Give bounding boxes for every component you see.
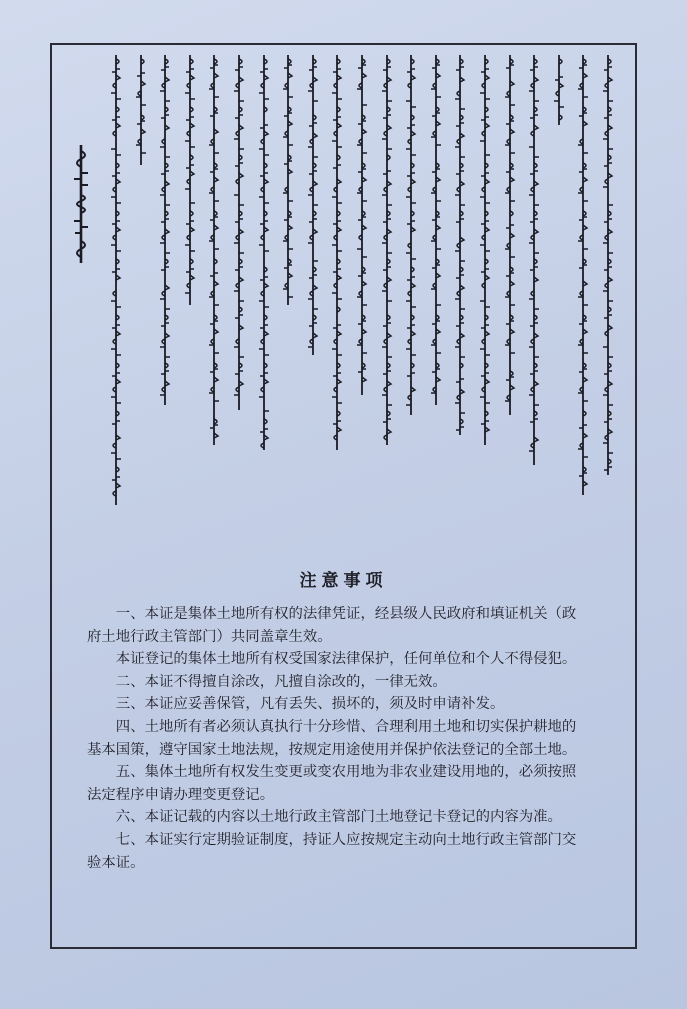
mongolian-text-column [256, 55, 272, 450]
notice-item-7-line-2: 验本证。 [87, 854, 145, 871]
mongolian-title-svg [70, 145, 92, 265]
notice-title: 注意事项 [299, 571, 388, 591]
notice-item-4-line-2: 基本国策，遵守国家土地法规，按规定用途使用并保护依法登记的全部土地。 [87, 741, 577, 758]
mongolian-title-glyph [70, 145, 92, 269]
mongolian-text-column [305, 55, 321, 355]
notice-item-1b-line-1: 本证登记的集体土地所有权受国家法律保护，任何单位和个人不得侵犯。 [115, 651, 577, 668]
notice-item-2-line-1: 二、本证不得擅自涂改，凡擅自涂改的，一律无效。 [115, 673, 447, 690]
mongolian-text-column [108, 55, 124, 505]
mongolian-text-column [428, 55, 444, 405]
notice-item-1-line-1: 一、本证是集体土地所有权的法律凭证，经县级人民政府和填证机关（政 [115, 606, 577, 622]
notice-item-6-line-1: 六、本证记载的内容以土地行政主管部门土地登记卡登记的内容为准。 [115, 809, 562, 826]
mongolian-text-column [206, 55, 222, 445]
mongolian-text-column [231, 55, 247, 410]
mongolian-text-column [526, 55, 542, 465]
mongolian-text-column [280, 55, 296, 305]
mongolian-text-column [551, 55, 567, 125]
mongolian-text-column [157, 55, 173, 405]
mongolian-text-column [182, 55, 198, 305]
mongolian-text-column [502, 55, 518, 415]
mongolian-text-column [477, 55, 493, 445]
mongolian-text-column [403, 55, 419, 415]
notice-body [87, 603, 639, 874]
mongolian-text-block [100, 55, 615, 535]
notice-item-4-line-1: 四、土地所有者必须认真执行十分珍惜、合理利用土地和切实保护耕地的 [115, 718, 577, 735]
notice-item-1-line-2: 府土地行政主管部门）共同盖章生效。 [87, 628, 332, 645]
notice-item-5-line-2: 法定程序申请办理变更登记。 [87, 786, 275, 803]
notice-item-3-line-1: 三、本证应妥善保管，凡有丢失、损坏的，须及时申请补发。 [115, 696, 505, 713]
mongolian-text-column [329, 55, 345, 450]
mongolian-text-column [575, 55, 591, 495]
mongolian-text-column [379, 55, 395, 445]
mongolian-text-column [600, 55, 616, 475]
notice-item-7-line-1: 七、本证实行定期验证制度，持证人应按规定主动向土地行政主管部门交 [115, 831, 577, 848]
mongolian-text-column [354, 55, 370, 395]
mongolian-text-column [133, 55, 149, 165]
notice-item-5-line-1: 五、集体土地所有权发生变更或变农用地为非农业建设用地的，必须按照 [115, 764, 577, 781]
mongolian-text-column [452, 55, 468, 435]
